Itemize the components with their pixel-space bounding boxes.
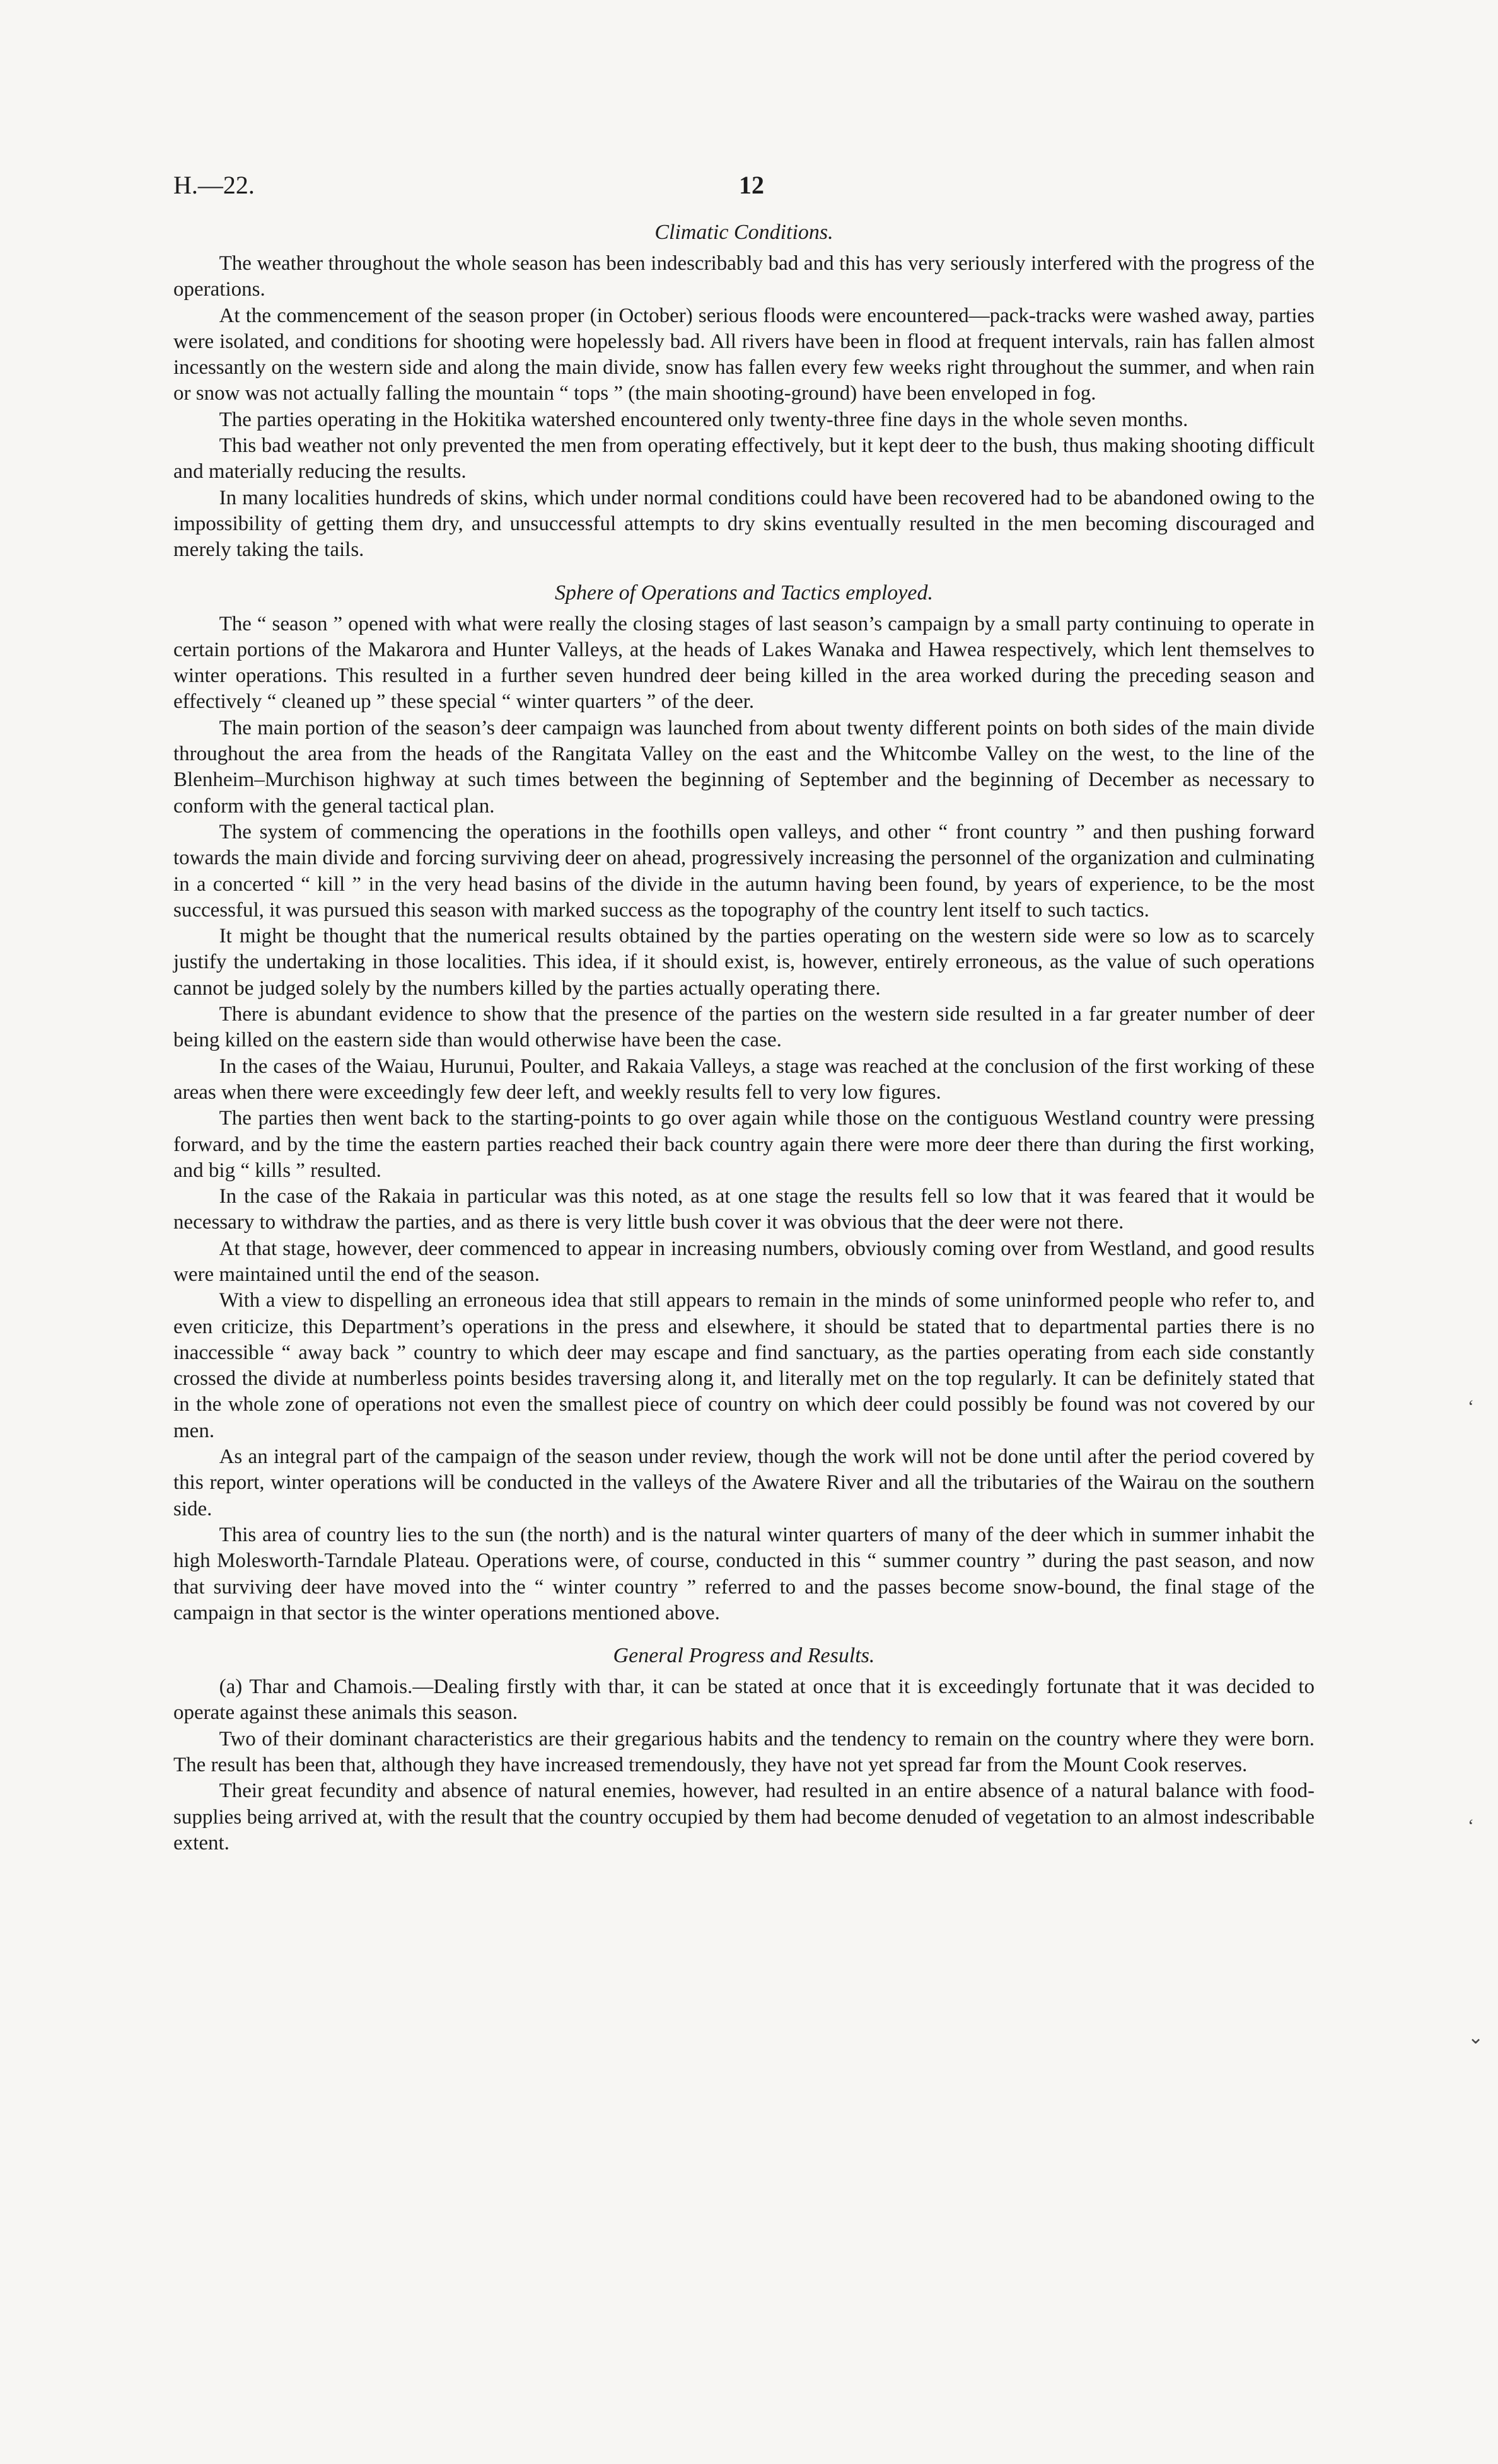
section-general-progress	[173, 1644, 1315, 1856]
paragraph: The parties then went back to the starting-points to go over again while those on the contiguous Westland country were pressing forward, and by the time the eastern parties reached their back country again there were more deer there than during the first working, and big “ kills ” resulted.	[173, 1107, 1315, 1182]
paragraph: In the cases of the Waiau, Hurunui, Poulter, and Rakaia Valleys, a stage was reached at the conclusion of the first working of these areas when there were exceedingly few deer left, and weekly results fell to very low figures.	[173, 1055, 1315, 1104]
paragraph: As an integral part of the campaign of the season under review, though the work will not be done until after the period covered by this report, winter operations will be conducted in the valleys of the Awatere River and all the tributaries of the Wairau on the southern side.	[173, 1445, 1315, 1520]
section-heading: General Progress and Results.	[613, 1644, 875, 1668]
paragraph: There is abundant evidence to show that the presence of the parties on the western side resulted in a far greater number of deer being killed on the eastern side than would otherwise have been the case.	[173, 1003, 1315, 1052]
margin-mark: ⌄	[1468, 2027, 1484, 2048]
document-page	[173, 170, 1315, 1856]
paragraph: In the case of the Rakaia in particular was this noted, as at one stage the results fell so low that it was feared that it would be necessary to withdraw the parties, and as there is very little bush cover it was obvious that the deer were not there.	[173, 1185, 1315, 1234]
margin-mark: ‘	[1468, 1396, 1474, 1417]
margin-mark: ‘	[1468, 1815, 1474, 1836]
page-number: 12	[739, 171, 764, 199]
page-header	[173, 170, 1315, 208]
document-reference: H.—22.	[173, 171, 255, 199]
section-climatic-conditions	[173, 221, 1315, 564]
paragraph: This area of country lies to the sun (the north) and is the natural winter quarters of many of the deer which in summer inhabit the high Molesworth-Tarndale Plateau. Operations were, of course, conducted in this “ summer country ” during the past season, and now that surviving deer have moved into the “ winter country ” referred to and the passes become snow-bound, the final stage of the campaign in that sector is the winter operations mentioned above.	[173, 1523, 1315, 1624]
paragraph: (a) Thar and Chamois.—Dealing firstly with thar, it can be stated at once that it is exceedingly fortunate that it was decided to operate against these animals this season.	[173, 1675, 1315, 1725]
section-heading: Sphere of Operations and Tactics employed.	[555, 581, 933, 604]
paragraph: The weather throughout the whole season has been indescribably bad and this has very seriously interfered with the progress of the operations.	[173, 252, 1315, 301]
section-sphere-of-operations	[173, 581, 1315, 1627]
paragraph: The system of commencing the operations in the foothills open valleys, and other “ front country ” and then pushing forward towards the main divide and forcing surviving deer on ahead, progressively increasing the personnel of the organization and culminating in a concerted “ kill ” in the very head basins of the divide in the autumn having been found, by years of experience, to be the most successful, it was pursued this season with marked success as the topography of the country lent itself to such tactics.	[173, 820, 1315, 922]
section-heading: Climatic Conditions.	[654, 221, 833, 244]
paragraph: The “ season ” opened with what were really the closing stages of last season’s campaign by a small party continuing to operate in certain portions of the Makarora and Hunter Valleys, at the heads of Lakes Wanaka and Hawea respectively, which lent themselves to winter operations. This resulted in a further seven hundred deer being killed in the area worked during the preceding season and effectively “ cleaned up ” these special “ winter quarters ” of the deer.	[173, 612, 1315, 714]
paragraph: Two of their dominant characteristics are their gregarious habits and the tendency to remain on the country where they were born. The result has been that, although they have increased tremendously, they have not yet spread far from the Mount Cook reserves.	[173, 1727, 1315, 1777]
paragraph: With a view to dispelling an erroneous idea that still appears to remain in the minds of some uninformed people who refer to, and even criticize, this Department’s operations in the press and elsewhere, it should be stated that to departmental parties there is no inaccessible “ away back ” country to which deer may escape and find sanctuary, as the parties operating from each side constantly crossed the divide at numberless points besides traversing along it, and literally met on the top regularly. It can be definitely stated that in the whole zone of operations not even the smallest piece of country on which deer could possibly be found was not covered by our men.	[173, 1289, 1315, 1442]
paragraph: In many localities hundreds of skins, which under normal conditions could have been recovered had to be abandoned owing to the impossibility of getting them dry, and unsuccessful attempts to dry skins eventually resulted in the men becoming discouraged and merely taking the tails.	[173, 486, 1315, 562]
paragraph: At that stage, however, deer commenced to appear in increasing numbers, obviously coming over from Westland, and good results were maintained until the end of the season.	[173, 1237, 1315, 1286]
paragraph: At the commencement of the season proper (in October) serious floods were encountered—pack-tracks were washed away, parties were isolated, and conditions for shooting were hopelessly bad. All rivers have been in flood at frequent intervals, rain has fallen almost incessantly on the western side and along the main divide, snow has fallen every few weeks right throughout the summer, and when rain or snow was not actually falling the mountain “ tops ” (the main shooting-ground) have been enveloped in fog.	[173, 304, 1315, 405]
paragraph: It might be thought that the numerical results obtained by the parties operating on the western side were so low as to scarcely justify the undertaking in those localities. This idea, if it should exist, is, however, entirely erroneous, as the value of such operations cannot be judged solely by the numbers killed by the parties actually operating there.	[173, 925, 1315, 1000]
paragraph: The main portion of the season’s deer campaign was launched from about twenty different points on both sides of the main divide throughout the area from the heads of the Rangitata Valley on the east and the Whitcombe Valley on the west, to the line of the Blenheim–Murchison highway at such times between the beginning of September and the beginning of December as necessary to conform with the general tactical plan.	[173, 716, 1315, 818]
paragraph: Their great fecundity and absence of natural enemies, however, had resulted in an entire absence of a natural balance with food-supplies being arrived at, with the result that the country occupied by them had become denuded of vegetation to an almost indescribable extent.	[173, 1779, 1315, 1854]
paragraph: This bad weather not only prevented the men from operating effectively, but it kept deer to the bush, thus making shooting difficult and materially reducing the results.	[173, 434, 1315, 483]
paragraph: The parties operating in the Hokitika watershed encountered only twenty-three fine days in the whole seven months.	[219, 408, 1188, 431]
